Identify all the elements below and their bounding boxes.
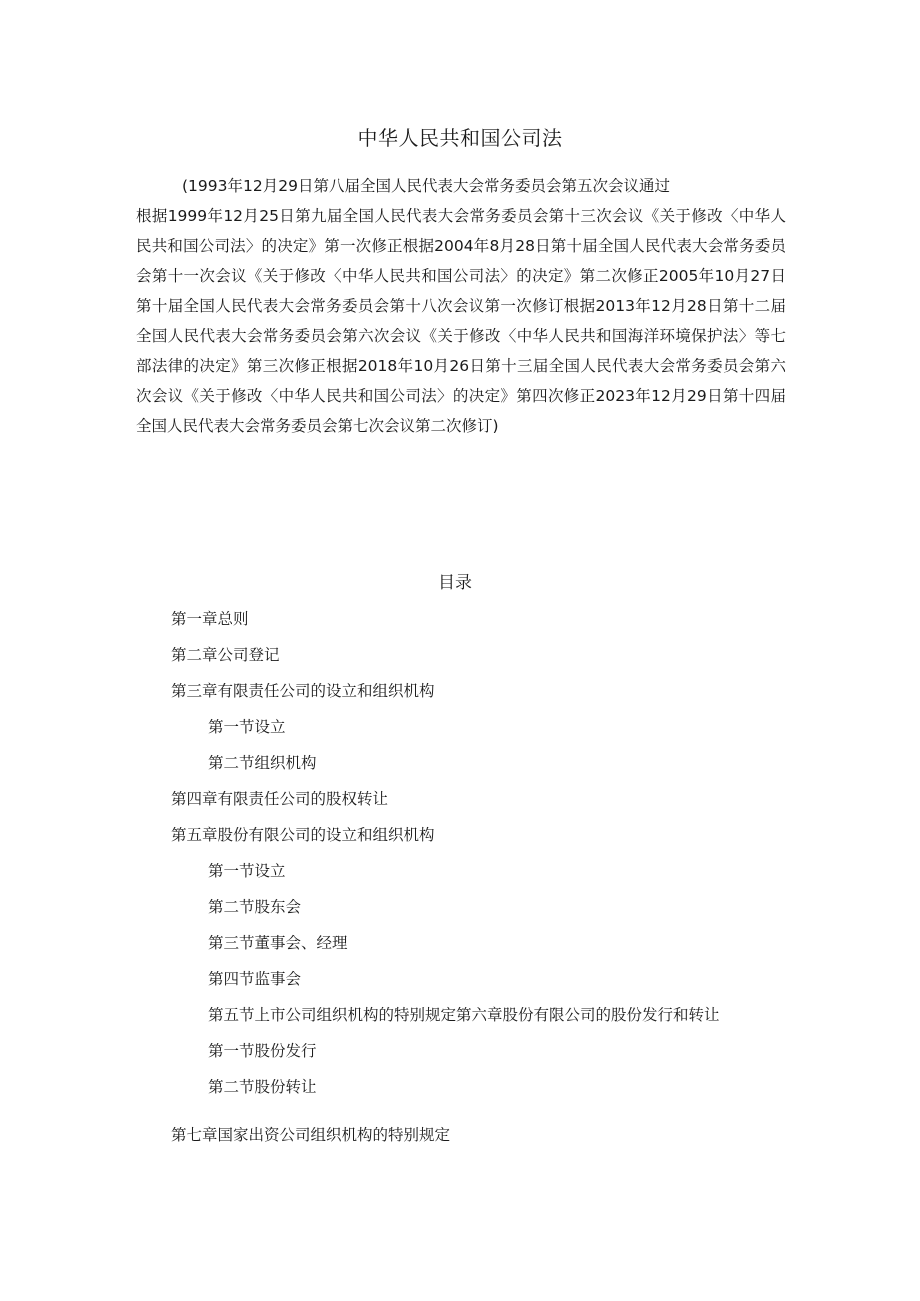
toc-item: 第一节设立	[208, 718, 286, 736]
toc-item: 第四章有限责任公司的股权转让	[171, 790, 389, 808]
toc-item: 第一节股份发行	[208, 1042, 317, 1060]
toc-item: 第四节监事会	[208, 970, 302, 988]
toc-item: 第五章股份有限公司的设立和组织机构	[171, 826, 435, 844]
toc-item: 第二章公司登记	[171, 646, 280, 664]
toc-item: 第一节设立	[208, 862, 286, 880]
toc-item: 第三章有限责任公司的设立和组织机构	[171, 682, 435, 700]
toc-item: 第五节上市公司组织机构的特别规定第六章股份有限公司的股份发行和转让	[208, 1006, 720, 1024]
toc-item: 第七章国家出资公司组织机构的特别规定	[171, 1126, 451, 1144]
toc-heading: 目录	[438, 573, 472, 593]
history-text: 根据1999年12月25日第九届全国人民代表大会常务委员会第十三次会议《关于修改〈中华人民共和国公司法〉的决定》第一次修正根据2004年8月28日第十届全国人民代表大会常务委员会第十一次会议《关于修改〈中华人民共和国公司法〉的决定》第二次修正2005年10月27日第十届全国人民代表大会常务委员会第十八次会议第一次修订根据2013年12月28日第十二届全国人民代表大会常务委员会第六次会议《关于修改〈中华人民共和国海洋环境保护法〉等七部法律的决定》第三次修正根据2018年10月26日第十三届全国人民代表大会常务委员会第六次会议《关于修改〈中华人民共和国公司法〉的决定》第四次修正2023年12月29日第十四届全国人民代表大会常务委员会第七次会议第二次修订)	[136, 207, 786, 435]
document-title: 中华人民共和国公司法	[357, 126, 563, 150]
toc-item: 第二节组织机构	[208, 754, 317, 772]
history-first-line: (1993年12月29日第八届全国人民代表大会常务委员会第五次会议通过	[182, 177, 670, 195]
amendment-history	[136, 171, 786, 441]
toc-item: 第三节董事会、经理	[208, 934, 348, 952]
toc-item: 第二节股份转让	[208, 1078, 317, 1096]
toc-item: 第一章总则	[171, 610, 249, 628]
toc-item: 第二节股东会	[208, 898, 302, 916]
